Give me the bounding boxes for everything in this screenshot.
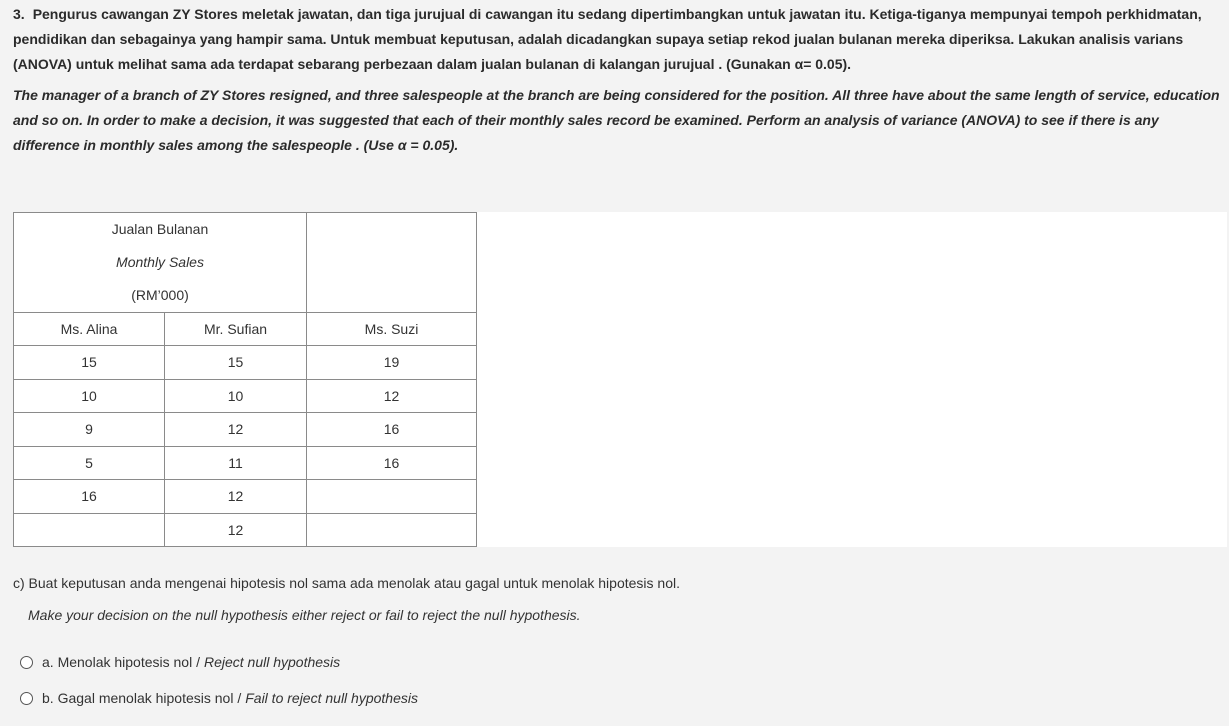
table-cell: 12: [165, 480, 307, 514]
table-row: [14, 379, 477, 413]
question-text-english: The manager of a branch of ZY Stores resigned, and three salespeople at the branch are being considered for the position. All three have about the same length of service, education and so on. In order to make a decision, it was suggested that each of their monthly sales record be examined. Perform an analysis of variance (ANOVA) to see if there is any difference in monthly sales among the salespeople . (Use α = 0.05).: [13, 87, 1220, 153]
sales-table-panel: [13, 212, 1227, 547]
option-fail-to-reject[interactable]: [20, 690, 418, 706]
question-text-malay: [13, 2, 1225, 77]
column-header-sufian: Mr. Sufian: [165, 313, 307, 346]
table-cell: 5: [14, 446, 165, 480]
part-c-text-english: Make your decision on the null hypothesis either reject or fail to reject the null hypothesis.: [28, 607, 581, 623]
table-title-blank: [307, 213, 477, 313]
table-cell: 19: [307, 346, 477, 380]
option-fail-to-reject-english: Fail to reject null hypothesis: [245, 690, 418, 706]
table-title-unit: (RM’000): [131, 287, 189, 303]
table-cell: 12: [165, 413, 307, 447]
table-title-english: Monthly Sales: [116, 254, 204, 270]
table-cell: 10: [165, 379, 307, 413]
option-reject[interactable]: [20, 654, 340, 670]
table-cell: 9: [14, 413, 165, 447]
table-row: [14, 413, 477, 447]
question-block: [13, 2, 1225, 158]
table-row: [14, 446, 477, 480]
table-row: [14, 480, 477, 514]
table-title-malay: Jualan Bulanan: [111, 221, 209, 237]
part-c-text-malay: c) Buat keputusan anda mengenai hipotesis nol sama ada menolak atau gagal untuk menolak hipotesis nol.: [13, 575, 680, 591]
table-cell: 15: [14, 346, 165, 380]
question-number: 3.: [13, 6, 25, 22]
table-row: [14, 513, 477, 547]
table-cell: 11: [165, 446, 307, 480]
table-cell: 12: [165, 513, 307, 547]
table-cell: 10: [14, 379, 165, 413]
table-row: [14, 346, 477, 380]
radio-fail-to-reject[interactable]: [20, 692, 33, 705]
question-body-malay: Pengurus cawangan ZY Stores meletak jawatan, dan tiga jurujual di cawangan itu sedang dipertimbangkan untuk jawatan itu. Ketiga-tiganya mempunyai tempoh perkhidmatan, pendidikan dan sebagainya yang hampir sama. Untuk membuat keputusan, adalah dicadangkan supaya setiap rekod jualan bulanan mereka diperiksa. Lakukan analisis varians (ANOVA) untuk melihat sama ada terdapat sebarang perbezaan dalam jualan bulanan di kalangan jurujual . (Gunakan α= 0.05).: [13, 6, 1202, 72]
table-cell: 16: [307, 413, 477, 447]
option-reject-english: Reject null hypothesis: [203, 654, 341, 670]
table-cell: 15: [165, 346, 307, 380]
monthly-sales-table: [13, 212, 477, 547]
table-cell: 16: [14, 480, 165, 514]
table-title: [14, 213, 307, 313]
table-cell: [307, 513, 477, 547]
column-header-alina: Ms. Alina: [14, 313, 165, 346]
radio-reject[interactable]: [20, 656, 33, 669]
option-fail-to-reject-malay: b. Gagal menolak hipotesis nol /: [42, 690, 242, 706]
table-cell: [14, 513, 165, 547]
table-cell: [307, 480, 477, 514]
option-reject-malay: a. Menolak hipotesis nol /: [42, 654, 200, 670]
table-cell: 12: [307, 379, 477, 413]
column-header-suzi: Ms. Suzi: [307, 313, 477, 346]
table-cell: 16: [307, 446, 477, 480]
part-c-question: [13, 571, 680, 628]
